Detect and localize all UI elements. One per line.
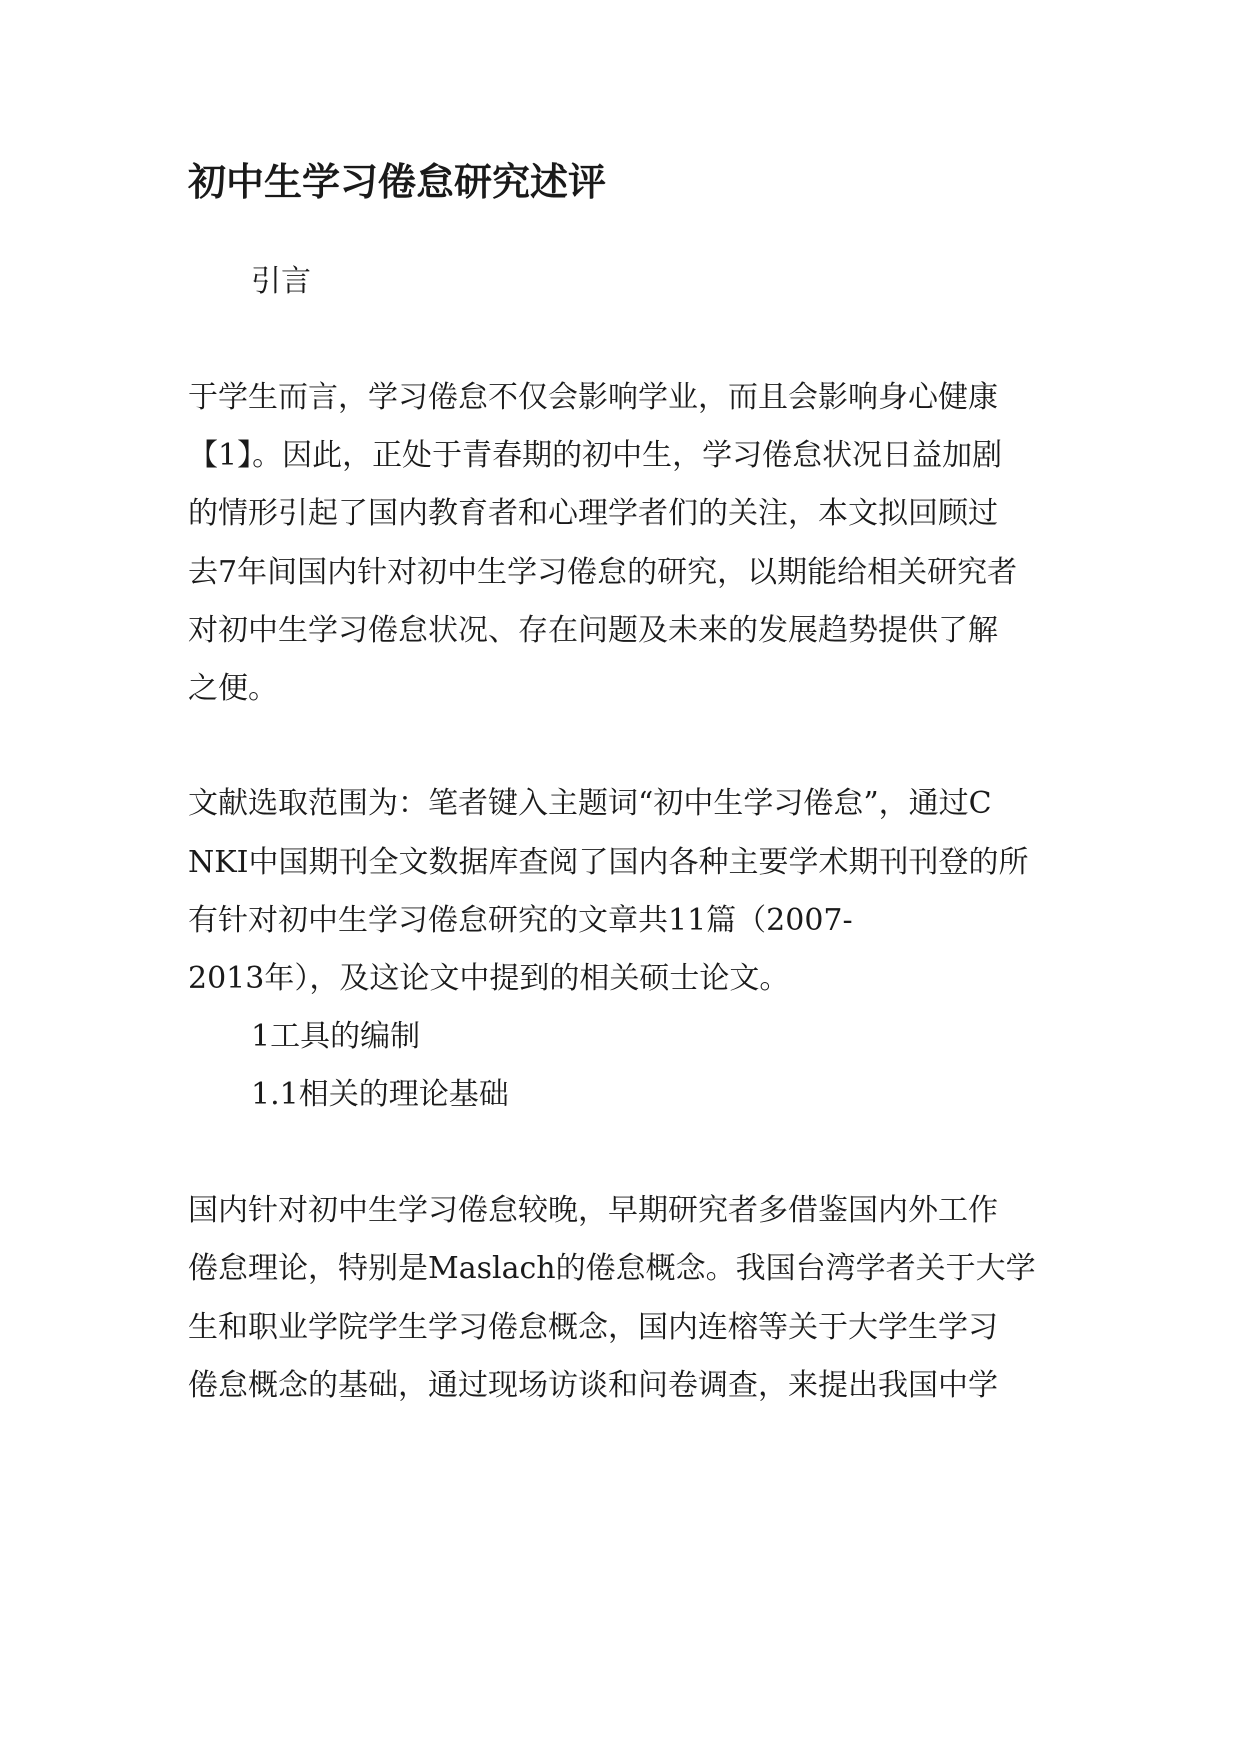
paragraph-line: 2013年），及这论文中提到的相关硕士论文。 (188, 961, 790, 996)
intro-heading: 引言 (251, 264, 311, 299)
paragraph-line: 倦怠概念的基础，通过现场访谈和问卷调查，来提出我国中学 (188, 1368, 998, 1403)
paragraph-line: 国内针对初中生学习倦怠较晚，早期研究者多借鉴国内外工作 (188, 1193, 998, 1228)
paragraph-line: 倦怠理论，特别是Maslach的倦怠概念。我国台湾学者关于大学 (188, 1251, 1036, 1286)
paragraph-line: 对初中生学习倦怠状况、存在问题及未来的发展趋势提供了解 (188, 613, 998, 648)
paragraph-line: 于学生而言，学习倦怠不仅会影响学业，而且会影响身心健康 (188, 380, 998, 415)
paragraph-line: 去7年间国内针对初中生学习倦怠的研究，以期能给相关研究者 (188, 555, 1018, 590)
document-title: 初中生学习倦怠研究述评 (188, 159, 607, 204)
paragraph-line: NKI中国期刊全文数据库查阅了国内各种主要学术期刊刊登的所 (188, 845, 1029, 880)
paragraph-line: 文献选取范围为：笔者键入主题词“初中生学习倦怠”，通过C (188, 786, 992, 821)
paragraph-line: 【1】。因此，正处于青春期的初中生，学习倦怠状况日益加剧 (188, 438, 1003, 473)
section-heading-1: 1工具的编制 (251, 1019, 421, 1054)
paragraph-line: 有针对初中生学习倦怠研究的文章共11篇（2007- (188, 903, 853, 938)
section-heading-1-1: 1.1相关的理论基础 (251, 1077, 509, 1112)
paragraph-line: 的情形引起了国内教育者和心理学者们的关注，本文拟回顾过 (188, 496, 998, 531)
paragraph-line: 生和职业学院学生学习倦怠概念，国内连榕等关于大学生学习 (188, 1310, 998, 1345)
paragraph-line: 之便。 (188, 671, 278, 706)
